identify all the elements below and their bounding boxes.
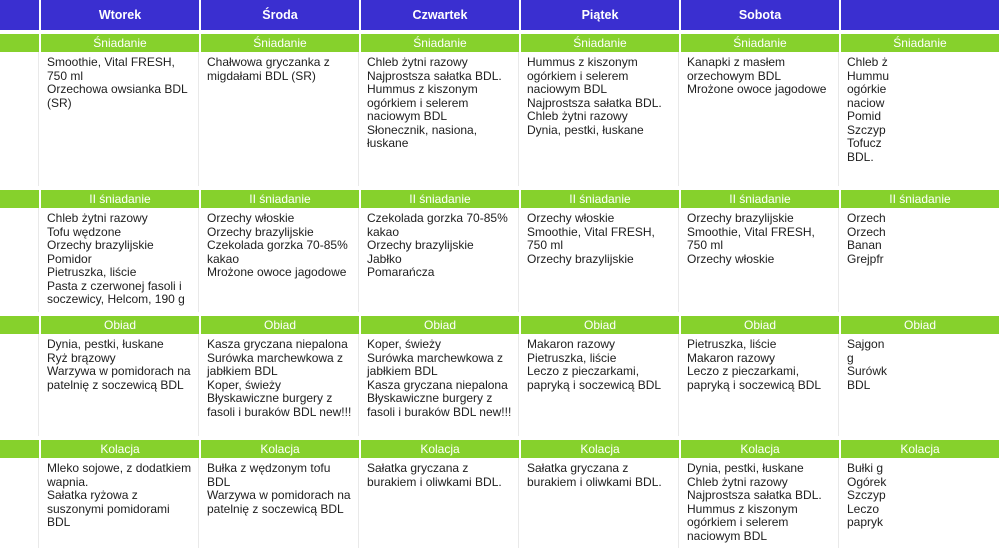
meal-item: Najprostsza sałatka BDL.	[687, 488, 822, 502]
meal-cell	[521, 334, 679, 436]
meal-item: Hummu	[847, 68, 890, 83]
meal-item	[0, 70, 32, 84]
meal-item: Szczyp	[847, 488, 886, 502]
meal-label: Kolacja	[361, 440, 519, 458]
meal-label: Obiad	[681, 316, 839, 334]
meal-item: Kanapki z masłem orzechowym BDL	[687, 55, 786, 83]
meal-cell	[201, 52, 359, 186]
meal-item: Najprostsza sałatka BDL.	[527, 95, 662, 110]
meal-cell	[521, 208, 679, 312]
meal-cell	[841, 334, 999, 436]
meal-cell	[681, 52, 839, 186]
meal-item: Koper, świeży	[367, 337, 442, 351]
meal-item: Pomidor	[47, 251, 92, 266]
meal-label: II śniadanie	[521, 190, 679, 208]
meal-item: Jabłko	[367, 251, 402, 266]
meal-item	[0, 352, 32, 366]
meal-cell	[361, 458, 519, 548]
meal-item: Grejpfr	[847, 251, 884, 266]
day-header: Środa	[201, 0, 359, 30]
meal-item: BDL	[847, 377, 871, 392]
meal-cell	[841, 458, 999, 548]
meal-label: Kolacja	[841, 440, 999, 458]
meal-cell	[681, 458, 839, 548]
meal-item: Sałatka gryczana z burakiem i oliwkami BDL.	[367, 461, 502, 489]
meal-item: Pomarańcza	[367, 265, 435, 279]
meal-item: Pietruszka, liście	[687, 337, 777, 351]
meal-item: Bułki g	[847, 461, 884, 475]
meal-label: II śniadanie	[41, 190, 199, 208]
meal-item	[0, 476, 32, 490]
meal-item: Banan	[847, 238, 882, 252]
meal-item: Orzechy włoskie	[687, 251, 775, 266]
meal-item	[0, 365, 32, 379]
meal-item: Makaron razowy	[527, 337, 616, 351]
meal-label: II śniadanie	[201, 190, 359, 208]
meal-cell	[201, 334, 359, 436]
meal-item: Dynia, pestki, łuskane	[687, 461, 804, 475]
meal-item: papryk	[847, 515, 884, 529]
meal-item	[0, 503, 32, 517]
meal-item: Hummus z kiszonym ogórkiem i selerem naciowym BDL	[367, 82, 478, 123]
day-column	[0, 0, 40, 548]
meal-label: II śniadanie	[681, 190, 839, 208]
meal-item: Sałatka gryczana z burakiem i oliwkami BDL.	[527, 461, 662, 489]
day-header	[841, 0, 999, 30]
meal-item: Tofu wędzone	[47, 224, 122, 239]
meal-label: Obiad	[841, 316, 999, 334]
meal-item: Surówka marchewkowa z jabłkiem BDL	[367, 350, 504, 378]
meal-item: Warzywa w pomidorach na patelnię z soczewicą BDL	[47, 364, 191, 392]
meal-item: Orzech	[847, 211, 886, 225]
meal-item	[0, 212, 32, 226]
meal-item: Najprostsza sałatka BDL.	[367, 68, 502, 83]
meal-item: ogórkie	[847, 82, 887, 96]
meal-item: Słonecznik, nasiona, łuskane	[367, 122, 478, 150]
meal-item: Sałatka ryżowa z suszonymi pomidorami BDL	[47, 488, 170, 529]
meal-cell	[841, 208, 999, 312]
meal-item: Dynia, pestki, łuskane	[527, 122, 644, 137]
meal-item	[0, 97, 32, 111]
meal-item	[0, 83, 32, 97]
meal-item	[0, 392, 32, 406]
meal-label: II śniadanie	[361, 190, 519, 208]
meal-label: Kolacja	[201, 440, 359, 458]
meal-label: Śniadanie	[841, 34, 999, 52]
meal-item: Chleb żytni razowy	[47, 211, 148, 225]
day-header: Sobota	[681, 0, 839, 30]
meal-cell	[41, 208, 199, 312]
meal-item: Chałwowa gryczanka z migdałami BDL (SR)	[207, 55, 330, 83]
meal-item: Pietruszka, liście	[47, 265, 137, 279]
meal-item: Mrożone owoce jagodowe	[207, 265, 347, 279]
meal-item: Surówk	[847, 364, 888, 378]
meal-item: Kasza gryczana niepalona	[367, 377, 508, 392]
meal-item: Pasta z czerwonej fasoli i soczewicy, Helcom, 190 g	[47, 278, 185, 306]
meal-item	[0, 56, 32, 70]
meal-item: Błyskawiczne burgery z fasoli i buraków BDL new!!!	[367, 391, 512, 419]
meal-item	[0, 516, 32, 530]
meal-item: Pietruszka, liście	[527, 350, 617, 365]
meal-item: Dynia, pestki, łuskane	[47, 337, 164, 351]
meal-label: Obiad	[201, 316, 359, 334]
day-column	[40, 0, 200, 548]
meal-item: Chleb żytni razowy	[527, 109, 628, 123]
meal-item: Orzechy brazylijskie	[47, 238, 154, 252]
meal-item: Błyskawiczne burgery z fasoli i buraków BDL new!!!	[207, 391, 352, 419]
meal-item: Smoothie, Vital FRESH, 750 ml	[47, 55, 175, 83]
meal-item: BDL.	[847, 149, 874, 164]
meal-label: Kolacja	[41, 440, 199, 458]
day-column	[840, 0, 1000, 548]
meal-item: Chleb ż	[847, 55, 888, 69]
meal-item: Leczo	[847, 501, 880, 516]
day-header	[0, 0, 39, 30]
meal-item: Czekolada gorzka 70-85% kakao	[367, 211, 508, 239]
day-column	[520, 0, 680, 548]
meal-cell	[521, 52, 679, 186]
meal-cell	[0, 52, 39, 186]
meal-item: Hummus z kiszonym ogórkiem i selerem naciowym BDL	[527, 55, 638, 96]
meal-item: Pomid	[847, 109, 882, 123]
day-column	[360, 0, 520, 548]
meal-item	[0, 462, 32, 476]
meal-label: Kolacja	[681, 440, 839, 458]
meal-label	[0, 190, 39, 208]
meal-item: Ryż brązowy	[47, 350, 116, 365]
meal-item: Chleb żytni razowy	[367, 55, 468, 69]
meal-item	[0, 489, 32, 503]
meal-item: Warzywa w pomidorach na patelnię z soczewicą BDL	[207, 488, 351, 516]
meal-item	[0, 338, 32, 352]
meal-cell	[41, 458, 199, 548]
meal-item: Surówka marchewkowa z jabłkiem BDL	[207, 350, 344, 378]
meal-cell	[521, 458, 679, 548]
meal-item	[0, 379, 32, 393]
meal-label: Śniadanie	[41, 34, 199, 52]
meal-item: Smoothie, Vital FRESH, 750 ml	[687, 224, 815, 252]
meal-cell	[681, 334, 839, 436]
day-header: Piątek	[521, 0, 679, 30]
meal-cell	[0, 458, 39, 548]
meal-label	[0, 316, 39, 334]
meal-item: Orzechy brazylijskie	[687, 211, 794, 225]
meal-cell	[0, 334, 39, 436]
meal-item: Mrożone owoce jagodowe	[687, 82, 827, 96]
day-header: Wtorek	[41, 0, 199, 30]
meal-item: Kasza gryczana niepalona	[207, 337, 348, 351]
meal-cell	[0, 208, 39, 312]
meal-item: Orzechy włoskie	[527, 211, 615, 225]
meal-label: Śniadanie	[201, 34, 359, 52]
meal-item: Szczyp	[847, 122, 886, 137]
meal-cell	[361, 52, 519, 186]
meal-item: g	[847, 350, 854, 365]
meal-item: Smoothie, Vital FRESH, 750 ml	[527, 224, 655, 252]
day-header: Czwartek	[361, 0, 519, 30]
meal-item: Orzechy brazylijskie	[367, 238, 474, 252]
meal-item: Leczo z pieczarkami, papryką i soczewicą BDL	[687, 364, 822, 392]
meal-item: Chleb żytni razowy	[687, 474, 788, 489]
meal-item	[0, 124, 32, 138]
meal-cell	[41, 52, 199, 186]
meal-label: Kolacja	[521, 440, 679, 458]
meal-label: Obiad	[521, 316, 679, 334]
meal-item: Orzechy brazylijskie	[527, 251, 634, 266]
meal-label: Obiad	[361, 316, 519, 334]
meal-item: Tofucz	[847, 136, 882, 150]
meal-item: Hummus z kiszonym ogórkiem i selerem naciowym BDL	[687, 501, 798, 543]
meal-label: Śniadanie	[361, 34, 519, 52]
meal-item: Orzechy włoskie	[207, 211, 295, 225]
meal-item: Orzechowa owsianka BDL (SR)	[47, 82, 188, 110]
meal-item	[0, 137, 32, 151]
meal-label: Śniadanie	[681, 34, 839, 52]
meal-item: Makaron razowy	[687, 350, 776, 365]
meal-item	[0, 226, 32, 240]
meal-item	[0, 110, 32, 124]
meal-item: Mleko sojowe, z dodatkiem wapnia.	[47, 461, 192, 489]
meal-item	[0, 239, 32, 253]
meal-cell	[681, 208, 839, 312]
meal-item: Sajgon	[847, 337, 885, 351]
meal-label: II śniadanie	[841, 190, 999, 208]
meal-item: Bułka z wędzonym tofu BDL	[207, 461, 331, 489]
meal-item: Ogórek	[847, 474, 887, 489]
meal-item: naciow	[847, 95, 885, 110]
meal-item: Orzech	[847, 224, 886, 239]
meal-label	[0, 34, 39, 52]
meal-item: Koper, świeży	[207, 377, 282, 392]
meal-cell	[201, 208, 359, 312]
meal-item: Czekolada gorzka 70-85% kakao	[207, 238, 348, 266]
meal-cell	[841, 52, 999, 186]
day-column	[200, 0, 360, 548]
meal-cell	[41, 334, 199, 436]
meal-label	[0, 440, 39, 458]
day-column	[680, 0, 840, 548]
meal-item: Orzechy brazylijskie	[207, 224, 314, 239]
meal-label: Śniadanie	[521, 34, 679, 52]
meal-cell	[201, 458, 359, 548]
meal-label: Obiad	[41, 316, 199, 334]
meal-cell	[361, 208, 519, 312]
meal-item: Leczo z pieczarkami, papryką i soczewicą BDL	[527, 364, 662, 392]
meal-cell	[361, 334, 519, 436]
